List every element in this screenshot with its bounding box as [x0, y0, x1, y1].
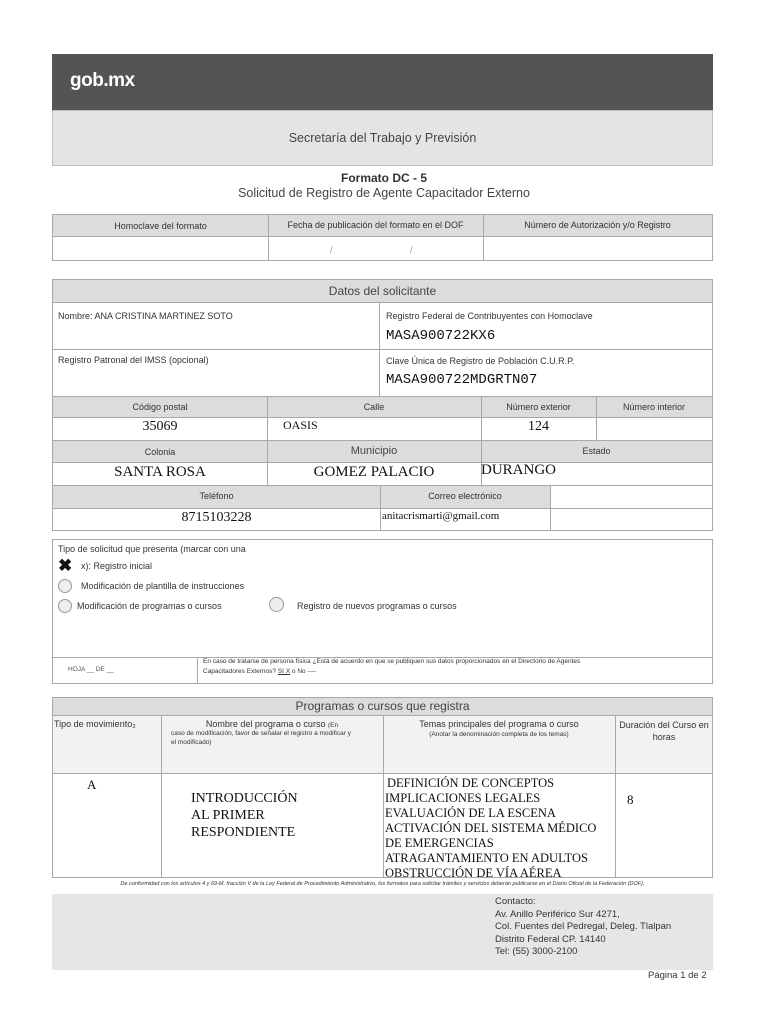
nombre-programa-value[interactable]: INTRODUCCIÓN AL PRIMER RESPONDIENTE: [191, 791, 298, 840]
no-option[interactable]: o No ----: [291, 668, 317, 675]
nombre-programa-note: caso de modificación, favor de señalar el registro a modificar y el modificado): [171, 730, 351, 746]
page-number: Página 1 de 2: [648, 970, 707, 981]
duracion-header: Duración del Curso en horas: [619, 720, 709, 742]
estado-label: Estado: [582, 446, 611, 456]
homoclave-header: Homoclave del formato: [114, 221, 207, 231]
numero-autorizacion-header: Número de Autorización y/o Registro: [524, 220, 671, 230]
nuevos-programas-option[interactable]: Registro de nuevos programas o cursos: [297, 601, 457, 611]
correo-label: Correo electrónico: [428, 491, 502, 501]
num-int-label: Número interior: [622, 402, 686, 412]
modificacion-programas-option[interactable]: Modificación de programas o cursos: [77, 601, 222, 611]
tipo-solicitud-label: Tipo de solicitud que presenta (marcar con una: [58, 544, 246, 554]
persona-fisica-question: En caso de tratarse de persona física ¿Está de acuerdo en que se publiquen sus datos proporcionados en el Directorio de Agentes Capacitadores Externos? SI X o No ----: [203, 658, 581, 675]
municipio-label: Municipio: [350, 445, 398, 457]
gob-mx-logo: gob.mx: [70, 70, 135, 91]
num-ext-value[interactable]: 124: [528, 419, 549, 434]
legal-note: De conformidad con los artículos 4 y 69-M, fracción V de la Ley Federal de Procedimiento Administrativo, los formatos para solicitar trámites y servicios deberán publicarse en el Diario Oficial de la Federación (DOF).: [120, 881, 645, 887]
curp-label: Clave Única de Registro de Población C.U.R.P.: [386, 356, 575, 366]
date-separator: /: [410, 245, 413, 255]
rfc-label: Registro Federal de Contribuyentes con Homoclave: [386, 311, 593, 321]
secretaria-banner: [52, 110, 713, 166]
temas-header: Temas principales del programa o curso: [419, 719, 579, 729]
nombre-field[interactable]: Nombre: ANA CRISTINA MARTINEZ SOTO: [58, 311, 233, 321]
datos-solicitante-title: Datos del solicitante: [53, 280, 712, 302]
radio-modificacion-programas[interactable]: [58, 599, 72, 613]
tipo-solicitud-section: [52, 539, 713, 684]
curp-value[interactable]: MASA900722MDGRTN07: [386, 372, 538, 388]
programas-table: [52, 697, 713, 878]
numero-autorizacion-field[interactable]: [484, 237, 712, 260]
correo-value[interactable]: anitacrismarti@gmail.com: [382, 510, 500, 522]
colonia-value[interactable]: SANTA ROSA: [114, 464, 206, 480]
tipo-movimiento-header: Tipo de movimiento₂: [54, 719, 136, 729]
fecha-publicacion-field[interactable]: [269, 237, 483, 260]
hoja-label: HOJA __ DE __: [68, 666, 114, 673]
estado-value[interactable]: DURANGO: [481, 462, 556, 478]
registro-inicial-option[interactable]: x): Registro inicial: [81, 561, 153, 571]
duracion-value[interactable]: 8: [627, 792, 634, 807]
formato-subtitle: Solicitud de Registro de Agente Capacitador Externo: [238, 186, 530, 200]
gob-header-bar: [52, 54, 713, 110]
programas-title: Programas o cursos que registra: [53, 698, 712, 715]
num-ext-label: Número exterior: [506, 402, 571, 412]
calle-value[interactable]: OASIS: [283, 418, 318, 432]
secretaria-name: Secretaría del Trabajo y Previsión: [288, 131, 477, 145]
telefono-value[interactable]: 8715103228: [181, 510, 252, 525]
modificacion-plantilla-option[interactable]: Modificación de plantilla de instrucciones: [81, 581, 245, 591]
calle-label: Calle: [363, 402, 385, 412]
registro-inicial-checked-icon[interactable]: ✖: [58, 556, 73, 575]
temas-note: (Anotar la denominación completa de los temas): [429, 731, 569, 738]
date-separator: /: [330, 245, 333, 255]
datos-solicitante-table: [52, 279, 713, 531]
homoclave-field[interactable]: [53, 237, 268, 260]
telefono-label: Teléfono: [199, 491, 234, 501]
formato-info-table: [52, 214, 713, 261]
colonia-label: Colonia: [144, 447, 176, 457]
fecha-publicacion-header: Fecha de publicación del formato en el DOF: [287, 220, 464, 230]
si-option[interactable]: SI X: [277, 668, 291, 675]
cp-label: Código postal: [132, 402, 188, 412]
num-int-field[interactable]: [597, 418, 712, 440]
temas-value[interactable]: DEFINICIÓN DE CONCEPTOS IMPLICACIONES LEGALES EVALUACIÓN DE LA ESCENA ACTIVACIÓN DEL SISTEMA MÉDICO DE EMERGENCIAS ATRAGANTAMIENTO EN ADULTOS OBSTRUCCIÓN DE VÍA AÉREA: [385, 776, 597, 877]
cp-value[interactable]: 35069: [142, 419, 178, 434]
tipo-movimiento-value[interactable]: A: [87, 777, 97, 792]
rfc-value[interactable]: MASA900722KX6: [386, 328, 496, 344]
radio-nuevos-programas[interactable]: [269, 597, 284, 612]
contacto-block: Contacto: Av. Anillo Periférico Sur 4271, Col. Fuentes del Pedregal, Deleg. Tlalpan Distrito Federal CP. 14140 Tel: (55) 3000-2100: [495, 896, 672, 957]
radio-modificacion-plantilla[interactable]: [58, 579, 72, 593]
nombre-programa-header: Nombre del programa o curso (En: [205, 719, 339, 729]
formato-title: Formato DC - 5: [340, 171, 427, 185]
imss-label: Registro Patronal del IMSS (opcional): [58, 355, 209, 365]
municipio-value[interactable]: GOMEZ PALACIO: [313, 464, 435, 480]
